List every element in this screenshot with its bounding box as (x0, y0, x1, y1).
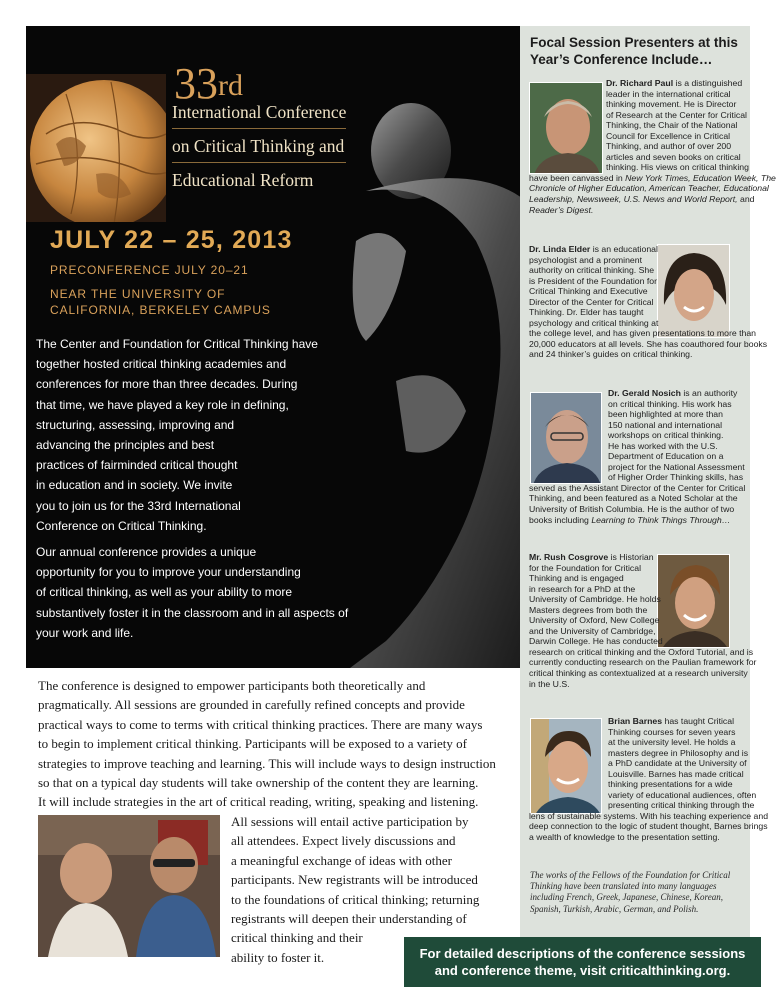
conference-title-line-1: International Conference (172, 102, 347, 122)
banner-line-1: For detailed descriptions of the conference sessions (419, 946, 746, 961)
body-paragraph: The conference is designed to empower participants both theoretically and pragmatically. All sessions are grounded in carefully refined concepts and provide practical ways to come to terms with critical thinking practices. There are many ways to begin to implement critical thinking. Participants will be exposed to a variety of strategies to improve teaching and learning. This will include ways to design instruction so that on a typical day students will take ownership of the content they are learning. It will include strategies in the art of critical reading, writing, speaking and listening. (38, 678, 496, 810)
presenter-bio-elder: Dr. Linda Elder is an educational psychologist and a prominent authority on critical thinking. She is President of the Foundation for Critical Thinking and Executive Director of the Center for Critical Thinking. Dr. Elder has taught psychology and critical thinking at the college level, and has given presentations to more than 20,000 educators at all levels. She has coauthored four books and 24 thinker’s guides on critical thinking. (529, 244, 768, 360)
globe-image (26, 74, 166, 222)
sidebar-title: Focal Session Presenters at this Year’s Conference Include… (530, 35, 738, 67)
presenters-sidebar (520, 26, 776, 944)
discussion-photo (38, 815, 220, 957)
intro-paragraph-2: Our annual conference provides a unique opportunity for you to improve your understanding of critical thinking, as well as your ability to more substantively foster it in the classroom and in all aspects of your work and life. (36, 545, 349, 640)
conference-number: 33rd (174, 59, 243, 108)
website-banner[interactable] (404, 937, 761, 987)
hero-panel (26, 26, 520, 668)
body-paragraph-wrap: All sessions will entail active participation by all attendees. Expect lively discussions and a meaningful exchange of ideas with other participants. New registrants will be introduced to the foundations of critical thinking; returning registrants will deepen their understanding of critical thinking and their ability to foster it. (231, 814, 480, 965)
thinker-statue-image (326, 81, 520, 668)
intro-paragraph-1: The Center and Foundation for Critical Thinking have together hosted critical thinking academies and conferences for more than three decades. During that time, we have played a key role in defining, structuring, assessing, improving and advancing the principles and best practices of fairminded critical thought in education and in society. We invite you to join us for the 33rd International Conference on Critical Thinking. (36, 337, 318, 533)
presenter-bio-nosich: Dr. Gerald Nosich is an authority on critical thinking. His work has been highlighted at more than 150 national and international workshops on critical thinking. He has worked with the U.S. Department of Education on a project for the National Assessment of Higher Order Thinking skills, has served as the Assistant Director of the Center for Critical Thinking, and been featured as a Noted Scholar at the University of British Columbia. He is the author of two books including Learning to Think Things Through… (529, 388, 746, 525)
conference-dates: JULY 22 – 25, 2013 (50, 226, 293, 254)
presenter-bio-cosgrove: Mr. Rush Cosgrove is Historian for the Foundation for Critical Thinking and is engaged in research for a PhD at the University of Cambridge. He holds Masters degrees from both the University of Oxford, New College and the University of Cambridge, Darwin College. He has conducted research on critical thinking and the Oxford Tutorial, and is currently conducting research on the Paulian framework for critical thinking as contextualized at a research university in the U.S. (529, 552, 757, 689)
presenter-bio-barnes: Brian Barnes has taught Critical Thinking courses for seven years at the university level. He holds a masters degree in Philosophy and is a PhD candidate at the University of Louisville. Barnes has made critical thinking presentations for a wide variety of educational audiences, often presenting critical thinking through the lens of sustainable systems. With his teaching experience and deep connection to the logic of student thought, Barnes brings a wealth of knowledge to the presentation setting. (529, 716, 769, 843)
conference-location: NEAR THE UNIVERSITY OF CALIFORNIA, BERKELEY CAMPUS (50, 287, 271, 317)
fellows-note: The works of the Fellows of the Foundation for Critical Thinking have been translated into many languages including French, Greek, Japanese, Chinese, Korean, Spanish, Turkish, Arabic, German, and Polish. (530, 870, 731, 914)
banner-line-2: and conference theme, visit criticalthinking.org. (434, 963, 731, 978)
preconference-dates: PRECONFERENCE JULY 20–21 (50, 263, 249, 277)
title-divider (172, 128, 346, 129)
conference-title-line-3: Educational Reform (172, 170, 314, 190)
conference-title-line-2: on Critical Thinking and (172, 136, 345, 156)
title-divider (172, 162, 346, 163)
presenter-bio-paul: Dr. Richard Paul is a distinguished leader in the international critical thinking movement. He is Director of Research at the Center for Critical Thinking, the Chair of the National Council for Excellence in Critical Thinking, and author of over 200 articles and seven books on critical thinking. His views on critical thinking have been canvassed in New York Times, Education Week, The Chronicle of Higher Education, American Teacher, Educational Leadership, Newsweek, U.S. News and World Report, and Reader’s Digest. (529, 78, 776, 215)
